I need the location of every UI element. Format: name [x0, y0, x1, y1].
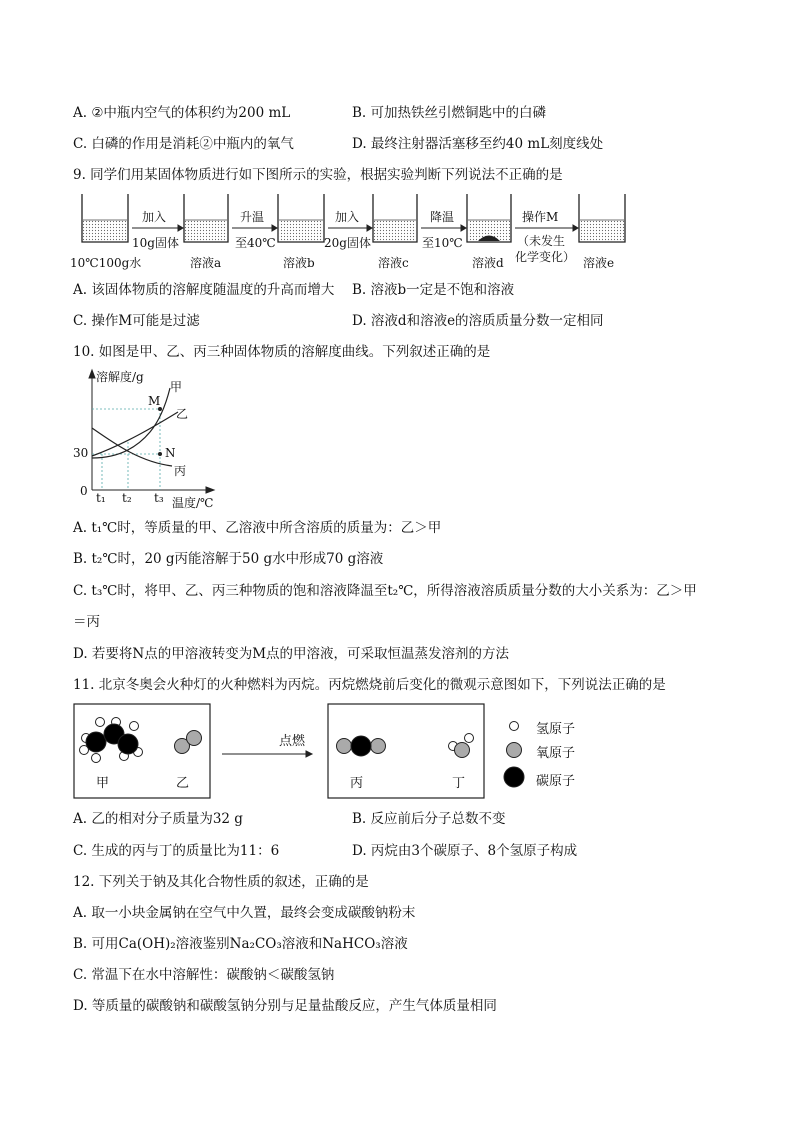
q11-option-a: A. 乙的相对分子质量为32 g: [73, 811, 243, 827]
q12-stem: 12. 下列关于钠及其化合物性质的叙述，正确的是: [73, 874, 369, 890]
x-tick-t2: t₂: [122, 491, 132, 505]
q8-option-b: B. 可加热铁丝引燃铜匙中的白磷: [352, 105, 547, 121]
q9-stem: 9. 同学们用某固体物质进行如下图所示的实验，根据实验判断下列说法不正确的是: [73, 167, 563, 183]
solubility-graph-svg: [70, 366, 230, 511]
beaker-icon: [184, 194, 228, 242]
step3-label: 加入: [335, 210, 360, 224]
solution-c-label: 溶液c: [378, 256, 409, 270]
beaker-with-crystals-icon: [467, 194, 511, 242]
q10-option-c-line1: C. t₃℃时，将甲、乙、丙三种物质的饱和溶液降温至t₂℃，所得溶液溶质质量分数的大小关系为：乙＞甲: [73, 583, 697, 599]
point-m-label: M: [148, 394, 161, 408]
q10-option-a: A. t₁℃时，等质量的甲、乙溶液中所含溶质的质量为：乙＞甲: [73, 520, 442, 536]
step1-label: 加入: [142, 210, 167, 224]
point-n: [158, 452, 162, 456]
step2-label: 升温: [240, 210, 265, 224]
q11-option-d: D. 丙烷由3个碳原子、8个氢原子构成: [352, 843, 578, 859]
carbon-atom-icon: [504, 767, 524, 787]
q9-option-a: A. 该固体物质的溶解度随温度的升高而增大: [73, 282, 335, 298]
q12-option-b: B. 可用Ca(OH)₂溶液鉴别Na₂CO₃溶液和NaHCO₃溶液: [73, 936, 408, 952]
q9-experiment-figure: [70, 190, 630, 270]
q11-stem: 11. 北京冬奥会火种灯的火种燃料为丙烷。丙烷燃烧前后变化的微观示意图如下，下列说法正确的是: [73, 677, 666, 693]
step4-label: 降温: [430, 210, 455, 224]
solubility-curve-graph: [70, 366, 230, 511]
origin-label: 0: [80, 484, 88, 498]
beaker-icon: [579, 194, 625, 242]
propane-molecule-icon: [80, 718, 143, 763]
oxygen-molecule-icon: [175, 731, 202, 754]
dashed-guide-lines: [92, 409, 162, 490]
step3-amount: 20g固体: [324, 236, 371, 250]
step5-note-2: 化学变化）: [515, 250, 576, 264]
oxygen-atom-icon: [507, 743, 522, 758]
reaction-diagram-svg: [70, 700, 610, 805]
step4-condition: 至10℃: [422, 236, 463, 250]
beaker-icon: [373, 194, 417, 242]
y-axis-label: 溶解度/g: [96, 370, 144, 384]
step2-condition: 至40℃: [235, 236, 276, 250]
x-axis-label: 温度/℃: [172, 496, 214, 510]
x-tick-t3: t₃: [154, 491, 164, 505]
solution-d-label: 溶液d: [472, 256, 504, 270]
atom-legend: [504, 722, 524, 788]
y-tick-30: 30: [73, 446, 89, 460]
q9-option-c: C. 操作M可能是过滤: [73, 313, 200, 329]
curve-jia-label: 甲: [170, 380, 183, 394]
reactant-jia-label: 甲: [96, 776, 110, 791]
curve-yi-label: 乙: [176, 407, 189, 421]
ignite-label: 点燃: [279, 734, 306, 749]
q12-option-a: A. 取一小块金属钠在空气中久置，最终会变成碳酸钠粉末: [73, 905, 416, 921]
legend-hydrogen-label: 氢原子: [536, 722, 576, 737]
q11-option-c: C. 生成的丙与丁的质量比为11：6: [73, 843, 280, 859]
curve-bing-label: 丙: [174, 464, 187, 478]
solution-e-label: 溶液e: [583, 256, 615, 270]
step1-amount: 10g固体: [132, 236, 179, 250]
x-tick-t1: t₁: [96, 491, 106, 505]
product-ding-label: 丁: [452, 776, 466, 791]
q8-option-d: D. 最终注射器活塞移至约40 mL刻度线处: [352, 136, 604, 152]
graph-axes: [89, 370, 214, 493]
q8-option-c: C. 白磷的作用是消耗②中瓶内的氧气: [73, 136, 294, 152]
carbon-dioxide-molecule-icon: [337, 736, 386, 756]
legend-carbon-label: 碳原子: [536, 774, 576, 789]
q12-option-c: C. 常温下在水中溶解性：碳酸钠＜碳酸氢钠: [73, 967, 335, 983]
q9-option-b: B. 溶液b一定是不饱和溶液: [352, 282, 515, 298]
q11-option-b: B. 反应前后分子总数不变: [352, 811, 506, 827]
beaker-icon: [82, 194, 128, 242]
beaker-icon: [278, 194, 324, 242]
product-bing-label: 丙: [350, 776, 364, 791]
legend-oxygen-label: 氧原子: [536, 746, 576, 761]
q10-option-d: D. 若要将N点的甲溶液转变为M点的甲溶液，可采取恒温蒸发溶剂的方法: [73, 646, 510, 662]
q10-option-b: B. t₂℃时，20 g丙能溶解于50 g水中形成70 g溶液: [73, 551, 384, 567]
q8-option-a: A. ②中瓶内空气的体积约为200 mL: [73, 105, 291, 121]
start-solution-label: 10℃100g水: [70, 256, 142, 270]
q10-option-c-line2: ＝丙: [73, 614, 100, 630]
q10-stem: 10. 如图是甲、乙、丙三种固体物质的溶解度曲线。下列叙述正确的是: [73, 344, 491, 360]
step5-note-1: （未发生: [517, 234, 566, 248]
hydrogen-atom-icon: [510, 722, 519, 731]
q12-option-d: D. 等质量的碳酸钠和碳酸氢钠分别与足量盐酸反应，产生气体质量相同: [73, 998, 497, 1014]
reactant-yi-label: 乙: [176, 776, 190, 791]
reaction-micro-diagram: [70, 700, 610, 805]
reaction-arrow-icon: [222, 751, 312, 757]
solution-a-label: 溶液a: [190, 256, 222, 270]
point-n-label: N: [165, 446, 176, 460]
water-molecule-icon: [449, 734, 474, 758]
step5-label: 操作M: [522, 210, 559, 224]
solution-b-label: 溶液b: [283, 256, 315, 270]
q9-option-d: D. 溶液d和溶液e的溶质质量分数一定相同: [352, 313, 604, 329]
